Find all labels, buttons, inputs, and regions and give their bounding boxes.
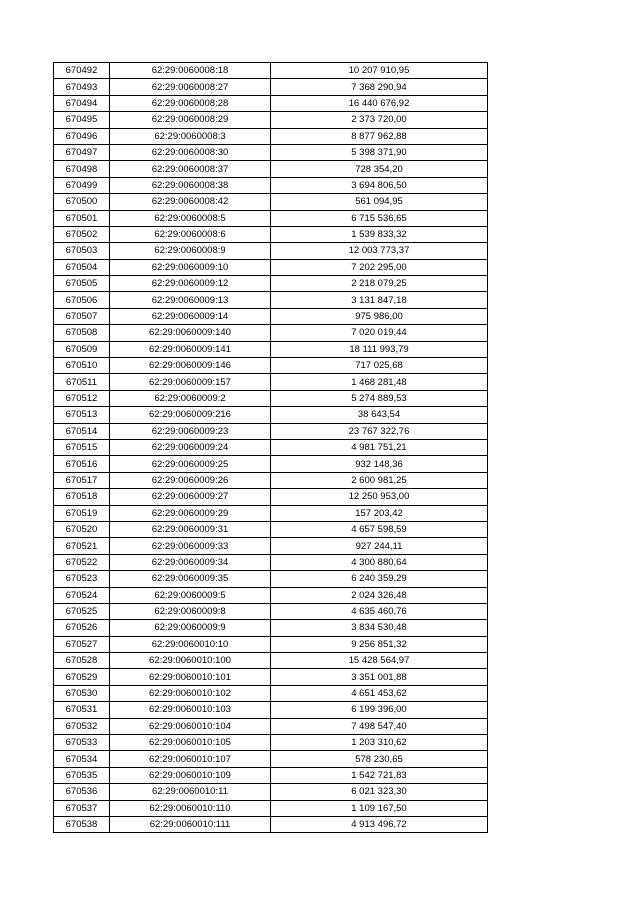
- table-row: [54, 653, 488, 669]
- row-number-cell: 670529: [54, 669, 110, 685]
- cadastral-value-cell: 157 203,42: [271, 505, 488, 521]
- table-row: [54, 374, 488, 390]
- table-row: [54, 735, 488, 751]
- table-row: [54, 79, 488, 95]
- cadastral-number-cell: 62:29:0060008:5: [110, 210, 271, 226]
- cadastral-number-cell: 62:29:0060008:28: [110, 95, 271, 111]
- cadastral-value-cell: 38 643,54: [271, 407, 488, 423]
- cadastral-number-cell: 62:29:0060010:110: [110, 800, 271, 816]
- cadastral-value-cell: 7 202 295,00: [271, 259, 488, 275]
- cadastral-number-cell: 62:29:0060010:100: [110, 653, 271, 669]
- table-row: [54, 718, 488, 734]
- row-number-cell: 670497: [54, 144, 110, 160]
- cadastral-value-cell: 6 021 323,30: [271, 784, 488, 800]
- cadastral-number-cell: 62:29:0060008:18: [110, 63, 271, 79]
- cadastral-value-table: [53, 62, 488, 833]
- table-row: [54, 308, 488, 324]
- cadastral-value-cell: 7 498 547,40: [271, 718, 488, 734]
- row-number-cell: 670534: [54, 751, 110, 767]
- cadastral-value-cell: 717 025,68: [271, 358, 488, 374]
- cadastral-value-cell: 3 131 847,18: [271, 292, 488, 308]
- cadastral-value-cell: 1 542 721,83: [271, 767, 488, 783]
- row-number-cell: 670519: [54, 505, 110, 521]
- cadastral-number-cell: 62:29:0060009:146: [110, 358, 271, 374]
- cadastral-number-cell: 62:29:0060010:102: [110, 685, 271, 701]
- row-number-cell: 670512: [54, 390, 110, 406]
- cadastral-value-cell: 8 877 962,88: [271, 128, 488, 144]
- cadastral-value-cell: 6 715 536,65: [271, 210, 488, 226]
- cadastral-value-cell: 561 094,95: [271, 194, 488, 210]
- table-row: [54, 226, 488, 242]
- table-row: [54, 390, 488, 406]
- row-number-cell: 670537: [54, 800, 110, 816]
- table-row: [54, 423, 488, 439]
- table-row: [54, 800, 488, 816]
- cadastral-number-cell: 62:29:0060009:23: [110, 423, 271, 439]
- cadastral-number-cell: 62:29:0060010:104: [110, 718, 271, 734]
- cadastral-number-cell: 62:29:0060009:27: [110, 489, 271, 505]
- row-number-cell: 670493: [54, 79, 110, 95]
- table-row: [54, 407, 488, 423]
- table-row: [54, 161, 488, 177]
- table-row: [54, 669, 488, 685]
- cadastral-value-cell: 2 600 981,25: [271, 472, 488, 488]
- row-number-cell: 670525: [54, 603, 110, 619]
- table-row: [54, 276, 488, 292]
- row-number-cell: 670501: [54, 210, 110, 226]
- row-number-cell: 670523: [54, 571, 110, 587]
- cadastral-value-cell: 4 300 880,64: [271, 554, 488, 570]
- cadastral-value-cell: 4 981 751,21: [271, 439, 488, 455]
- cadastral-value-cell: 2 024 326,48: [271, 587, 488, 603]
- cadastral-number-cell: 62:29:0060009:10: [110, 259, 271, 275]
- table-row: [54, 177, 488, 193]
- row-number-cell: 670515: [54, 439, 110, 455]
- cadastral-number-cell: 62:29:0060010:103: [110, 702, 271, 718]
- table-row: [54, 194, 488, 210]
- table-row: [54, 685, 488, 701]
- row-number-cell: 670503: [54, 243, 110, 259]
- cadastral-number-cell: 62:29:0060009:24: [110, 439, 271, 455]
- row-number-cell: 670510: [54, 358, 110, 374]
- cadastral-number-cell: 62:29:0060009:12: [110, 276, 271, 292]
- cadastral-value-cell: 6 199 396,00: [271, 702, 488, 718]
- cadastral-number-cell: 62:29:0060009:141: [110, 341, 271, 357]
- table-row: [54, 439, 488, 455]
- cadastral-value-cell: 927 244,11: [271, 538, 488, 554]
- row-number-cell: 670513: [54, 407, 110, 423]
- table-row: [54, 489, 488, 505]
- cadastral-value-cell: 5 398 371,90: [271, 144, 488, 160]
- row-number-cell: 670505: [54, 276, 110, 292]
- cadastral-number-cell: 62:29:0060009:140: [110, 325, 271, 341]
- cadastral-number-cell: 62:29:0060010:101: [110, 669, 271, 685]
- row-number-cell: 670502: [54, 226, 110, 242]
- cadastral-number-cell: 62:29:0060009:9: [110, 620, 271, 636]
- row-number-cell: 670496: [54, 128, 110, 144]
- cadastral-value-cell: 975 986,00: [271, 308, 488, 324]
- row-number-cell: 670500: [54, 194, 110, 210]
- table-row: [54, 538, 488, 554]
- cadastral-number-cell: 62:29:0060009:5: [110, 587, 271, 603]
- cadastral-value-cell: 2 373 720,00: [271, 112, 488, 128]
- cadastral-number-cell: 62:29:0060009:14: [110, 308, 271, 324]
- table-row: [54, 751, 488, 767]
- cadastral-value-cell: 9 256 851,32: [271, 636, 488, 652]
- cadastral-number-cell: 62:29:0060009:2: [110, 390, 271, 406]
- cadastral-value-cell: 15 428 564,97: [271, 653, 488, 669]
- row-number-cell: 670524: [54, 587, 110, 603]
- table-row: [54, 112, 488, 128]
- cadastral-value-cell: 7 368 290,94: [271, 79, 488, 95]
- table-row: [54, 128, 488, 144]
- table-row: [54, 259, 488, 275]
- cadastral-value-cell: 1 539 833,32: [271, 226, 488, 242]
- row-number-cell: 670532: [54, 718, 110, 734]
- row-number-cell: 670538: [54, 816, 110, 832]
- cadastral-number-cell: 62:29:0060009:26: [110, 472, 271, 488]
- cadastral-number-cell: 62:29:0060008:38: [110, 177, 271, 193]
- cadastral-value-cell: 3 351 001,88: [271, 669, 488, 685]
- cadastral-number-cell: 62:29:0060008:6: [110, 226, 271, 242]
- table-row: [54, 521, 488, 537]
- row-number-cell: 670508: [54, 325, 110, 341]
- row-number-cell: 670498: [54, 161, 110, 177]
- row-number-cell: 670518: [54, 489, 110, 505]
- table-row: [54, 636, 488, 652]
- cadastral-number-cell: 62:29:0060009:157: [110, 374, 271, 390]
- row-number-cell: 670527: [54, 636, 110, 652]
- cadastral-value-cell: 578 230,65: [271, 751, 488, 767]
- row-number-cell: 670531: [54, 702, 110, 718]
- table-row: [54, 144, 488, 160]
- table-row: [54, 325, 488, 341]
- row-number-cell: 670516: [54, 456, 110, 472]
- table-row: [54, 505, 488, 521]
- row-number-cell: 670499: [54, 177, 110, 193]
- row-number-cell: 670528: [54, 653, 110, 669]
- table-row: [54, 620, 488, 636]
- cadastral-number-cell: 62:29:0060010:111: [110, 816, 271, 832]
- row-number-cell: 670522: [54, 554, 110, 570]
- cadastral-number-cell: 62:29:0060009:34: [110, 554, 271, 570]
- cadastral-value-cell: 23 767 322,76: [271, 423, 488, 439]
- row-number-cell: 670504: [54, 259, 110, 275]
- cadastral-number-cell: 62:29:0060010:11: [110, 784, 271, 800]
- row-number-cell: 670509: [54, 341, 110, 357]
- cadastral-number-cell: 62:29:0060008:9: [110, 243, 271, 259]
- cadastral-number-cell: 62:29:0060009:8: [110, 603, 271, 619]
- cadastral-value-cell: 10 207 910,95: [271, 63, 488, 79]
- cadastral-number-cell: 62:29:0060009:216: [110, 407, 271, 423]
- cadastral-value-cell: 16 440 676,92: [271, 95, 488, 111]
- cadastral-value-cell: 932 148,36: [271, 456, 488, 472]
- table-row: [54, 816, 488, 832]
- cadastral-number-cell: 62:29:0060008:30: [110, 144, 271, 160]
- cadastral-number-cell: 62:29:0060010:107: [110, 751, 271, 767]
- cadastral-number-cell: 62:29:0060009:33: [110, 538, 271, 554]
- table-row: [54, 63, 488, 79]
- cadastral-value-cell: 6 240 359,29: [271, 571, 488, 587]
- cadastral-value-cell: 12 250 953,00: [271, 489, 488, 505]
- table-row: [54, 571, 488, 587]
- cadastral-value-cell: 5 274 889,53: [271, 390, 488, 406]
- cadastral-number-cell: 62:29:0060008:3: [110, 128, 271, 144]
- cadastral-value-cell: 3 834 530,48: [271, 620, 488, 636]
- row-number-cell: 670495: [54, 112, 110, 128]
- table-row: [54, 243, 488, 259]
- table-row: [54, 767, 488, 783]
- cadastral-number-cell: 62:29:0060010:10: [110, 636, 271, 652]
- cadastral-value-cell: 1 468 281,48: [271, 374, 488, 390]
- table-row: [54, 587, 488, 603]
- cadastral-value-cell: 1 203 310,62: [271, 735, 488, 751]
- cadastral-number-cell: 62:29:0060009:13: [110, 292, 271, 308]
- row-number-cell: 670526: [54, 620, 110, 636]
- cadastral-value-cell: 1 109 167,50: [271, 800, 488, 816]
- cadastral-number-cell: 62:29:0060009:35: [110, 571, 271, 587]
- cadastral-value-cell: 728 354,20: [271, 161, 488, 177]
- row-number-cell: 670517: [54, 472, 110, 488]
- table-row: [54, 784, 488, 800]
- row-number-cell: 670535: [54, 767, 110, 783]
- table-row: [54, 358, 488, 374]
- cadastral-number-cell: 62:29:0060010:109: [110, 767, 271, 783]
- row-number-cell: 670520: [54, 521, 110, 537]
- cadastral-number-cell: 62:29:0060008:27: [110, 79, 271, 95]
- row-number-cell: 670533: [54, 735, 110, 751]
- row-number-cell: 670536: [54, 784, 110, 800]
- cadastral-number-cell: 62:29:0060008:42: [110, 194, 271, 210]
- row-number-cell: 670506: [54, 292, 110, 308]
- table-row: [54, 210, 488, 226]
- cadastral-value-cell: 4 651 453,62: [271, 685, 488, 701]
- table-row: [54, 292, 488, 308]
- cadastral-value-cell: 12 003 773,37: [271, 243, 488, 259]
- row-number-cell: 670530: [54, 685, 110, 701]
- cadastral-number-cell: 62:29:0060008:29: [110, 112, 271, 128]
- table-row: [54, 603, 488, 619]
- table-body: [54, 63, 488, 833]
- cadastral-value-cell: 4 913 496,72: [271, 816, 488, 832]
- cadastral-value-cell: 18 111 993,79: [271, 341, 488, 357]
- row-number-cell: 670521: [54, 538, 110, 554]
- cadastral-value-cell: 7 020 019,44: [271, 325, 488, 341]
- row-number-cell: 670492: [54, 63, 110, 79]
- cadastral-number-cell: 62:29:0060009:29: [110, 505, 271, 521]
- cadastral-value-cell: 4 657 598,59: [271, 521, 488, 537]
- cadastral-number-cell: 62:29:0060009:25: [110, 456, 271, 472]
- cadastral-number-cell: 62:29:0060009:31: [110, 521, 271, 537]
- cadastral-value-cell: 4 635 460,76: [271, 603, 488, 619]
- table-row: [54, 702, 488, 718]
- row-number-cell: 670507: [54, 308, 110, 324]
- row-number-cell: 670511: [54, 374, 110, 390]
- cadastral-number-cell: 62:29:0060008:37: [110, 161, 271, 177]
- table-row: [54, 95, 488, 111]
- table-row: [54, 341, 488, 357]
- cadastral-value-cell: 3 694 806,50: [271, 177, 488, 193]
- row-number-cell: 670514: [54, 423, 110, 439]
- table-row: [54, 456, 488, 472]
- row-number-cell: 670494: [54, 95, 110, 111]
- table-row: [54, 554, 488, 570]
- cadastral-number-cell: 62:29:0060010:105: [110, 735, 271, 751]
- cadastral-value-cell: 2 218 079,25: [271, 276, 488, 292]
- table-row: [54, 472, 488, 488]
